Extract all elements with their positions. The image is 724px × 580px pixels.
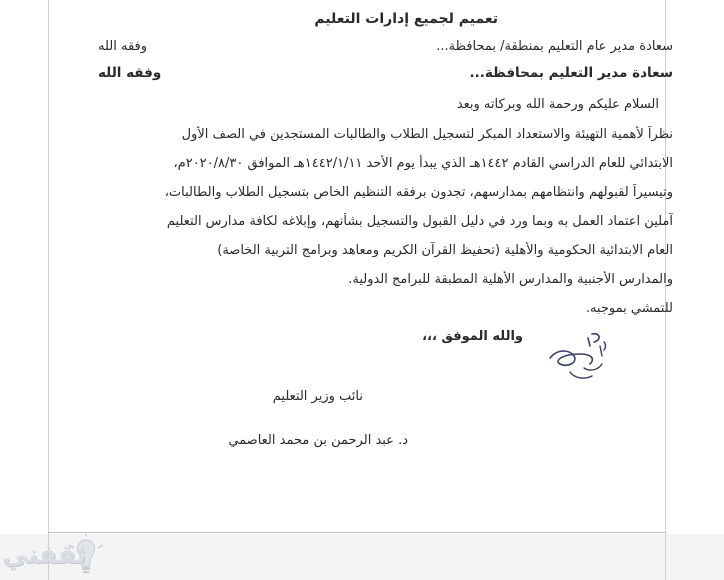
closing-salutation: والله الموفق ،،،: [422, 329, 523, 344]
greeting: السلام عليكم ورحمة الله وبركاته وبعد: [456, 97, 659, 112]
recipient-line-2-blessing: وفقه الله: [98, 65, 162, 81]
body-line: الابتدائي للعام الدراسي القادم ١٤٤٢هـ الذي يبدأ يوم الأحد ١٤٤٢/١/١١هـ الموافق ٢٠٢٠/٨/٣٠م،: [173, 156, 673, 171]
signer-name: د. عبد الرحمن بن محمد العاصمي: [228, 433, 408, 448]
recipient-line-1-blessing: وفقه الله: [98, 39, 148, 54]
page-bottom-edge: [48, 532, 666, 533]
signer-title: نائب وزير التعليم: [272, 389, 363, 404]
body-paragraph: [98, 126, 673, 300]
document-title: تعميم لجميع إدارات التعليم: [314, 11, 498, 27]
closing-line: للتمشي بموجبه.: [585, 301, 673, 316]
body-line: وتيسيراً لقبولهم وانتظامهم بمدارسهم، تجدون برفقه التنظيم الخاص بتسجيل الطلاب والطالبات،: [164, 185, 673, 200]
body-line: نظراً لأهمية التهيئة والاستعداد المبكر لتسجيل الطلاب والطالبات المستجدين في الصف الأول: [181, 127, 673, 142]
handwritten-signature: [540, 328, 610, 386]
body-line: العام الابتدائية الحكومية والأهلية (تحفيظ القرآن الكريم ومعاهد وبرامج التربية الخاصة): [217, 243, 673, 258]
recipient-line-1: سعادة مدير عام التعليم بمنطقة/ بمحافظة...: [436, 39, 673, 54]
site-watermark-text: ثقفني: [2, 540, 87, 570]
recipient-line-2: سعادة مدير التعليم بمحافظة...: [469, 65, 673, 81]
body-line: آملين اعتماد العمل به وبما ورد في دليل القبول والتسجيل بشأنهم، وإبلاغه لكافة مدارس التعليم: [166, 214, 673, 229]
body-line: والمدارس الأجنبية والمدارس الأهلية المطبقة للبرامج الدولية.: [348, 272, 673, 287]
document-page: [98, 0, 673, 532]
